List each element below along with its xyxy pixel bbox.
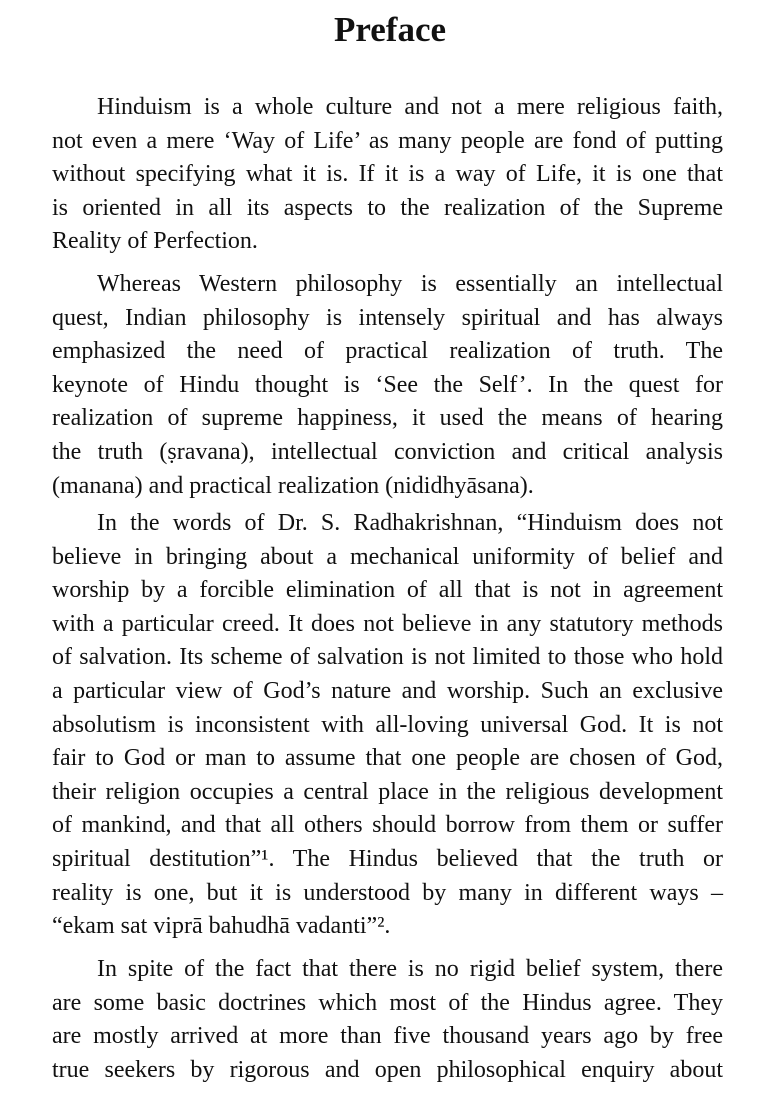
text-line — [52, 335, 723, 369]
text-line-content: In spite of the fact that there is no rigid belief system, there — [97, 956, 723, 982]
text-line — [52, 369, 723, 403]
text-line-content: believe in bringing about a mechanical uniformity of belief and — [52, 543, 723, 570]
text-line — [52, 507, 723, 541]
text-line-content: is oriented in all its aspects to the realization of the Supreme — [52, 194, 723, 221]
text-line — [52, 608, 723, 642]
text-line-content: keynote of Hindu thought is ‘See the Self’. In the quest for — [52, 371, 723, 398]
text-line-content: not even a mere ‘Way of Life’ as many people are fond of putting — [52, 127, 723, 154]
text-line — [52, 470, 723, 504]
text-line — [52, 436, 723, 470]
page-title: Preface — [333, 10, 447, 49]
text-line — [52, 402, 723, 436]
text-line-content: Whereas Western philosophy is essentially an intellectual — [97, 271, 723, 297]
text-line — [52, 268, 723, 302]
text-line — [52, 641, 723, 675]
text-line-content: are some basic doctrines which most of the Hindus agree. They — [52, 989, 723, 1016]
text-line — [52, 910, 723, 944]
text-line — [52, 675, 723, 709]
text-line-content: of mankind, and that all others should borrow from them or suffer — [52, 812, 723, 839]
text-line-content: without specifying what it is. If it is a way of Life, it is one that — [52, 161, 723, 188]
text-line — [52, 1020, 723, 1054]
paragraph — [52, 953, 723, 1087]
text-line — [52, 574, 723, 608]
text-line-content: of salvation. Its scheme of salvation is not limited to those who hold — [52, 644, 723, 671]
text-line-content: absolutism is inconsistent with all-loving universal God. It is not — [52, 711, 723, 738]
text-line — [52, 843, 723, 877]
text-line-content: realization of supreme happiness, it used the means of hearing — [52, 405, 723, 432]
paragraph — [52, 91, 723, 259]
text-line-content: Reality of Perfection. — [52, 228, 258, 255]
text-line-content: their religion occupies a central place in the religious development — [52, 778, 723, 805]
text-line-content: In the words of Dr. S. Radhakrishnan, “Hinduism does not — [97, 510, 723, 536]
paragraph — [52, 268, 723, 503]
text-line — [52, 877, 723, 911]
text-line-content: true seekers by rigorous and open philosophical enquiry about — [52, 1056, 723, 1083]
text-line — [52, 1054, 723, 1088]
text-line — [52, 953, 723, 987]
text-line — [52, 158, 723, 192]
text-line-content: worship by a forcible elimination of all that is not in agreement — [52, 577, 723, 604]
text-line-content: are mostly arrived at more than five thousand years ago by free — [52, 1023, 723, 1050]
text-line-content: reality is one, but it is understood by many in different ways – — [52, 879, 723, 906]
text-line — [52, 302, 723, 336]
text-line-content: fair to God or man to assume that one people are chosen of God, — [52, 745, 723, 772]
text-line-content: “ekam sat viprā bahudhā vadanti”². — [52, 913, 391, 940]
text-line — [52, 709, 723, 743]
text-line — [52, 809, 723, 843]
text-line — [52, 541, 723, 575]
text-line-content: (manana) and practical realization (nididhyāsana). — [52, 472, 534, 499]
text-line — [52, 125, 723, 159]
text-line-content: spiritual destitution”¹. The Hindus believed that the truth or — [52, 845, 723, 872]
text-line — [52, 225, 723, 259]
text-line — [52, 192, 723, 226]
text-line-content: quest, Indian philosophy is intensely spiritual and has always — [52, 304, 723, 331]
text-line — [52, 987, 723, 1021]
text-line — [52, 776, 723, 810]
text-line-content: Hinduism is a whole culture and not a mere religious faith, — [97, 94, 723, 120]
text-line — [52, 91, 723, 125]
text-line — [52, 742, 723, 776]
text-line-content: a particular view of God’s nature and worship. Such an exclusive — [52, 677, 723, 704]
text-line-content: emphasized the need of practical realization of truth. The — [52, 338, 723, 365]
text-line-content: the truth (ṣravana), intellectual conviction and critical analysis — [52, 438, 723, 465]
text-line-content: with a particular creed. It does not believe in any statutory methods — [52, 610, 723, 637]
paragraph — [52, 507, 723, 944]
